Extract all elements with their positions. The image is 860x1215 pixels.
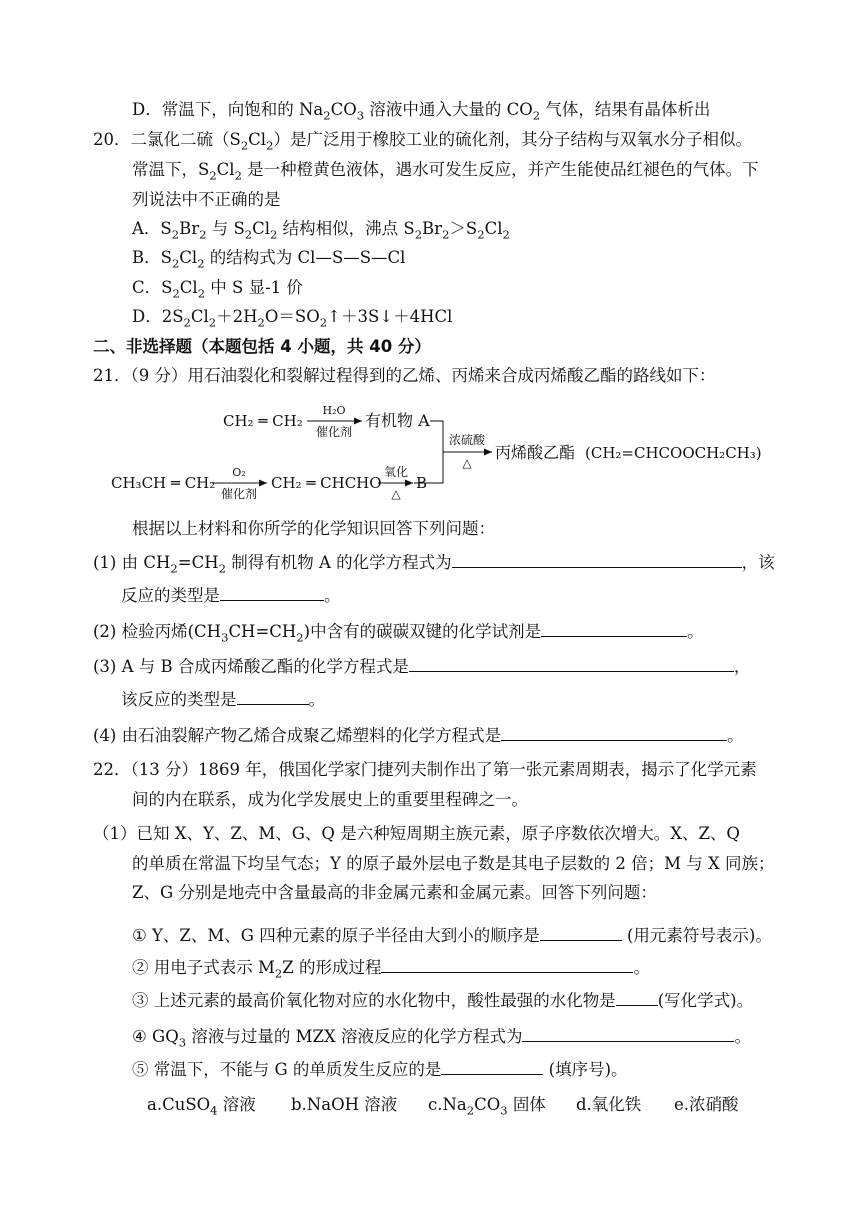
- answer-blank[interactable]: [541, 620, 687, 637]
- q20-option-b: B．$S_2Cl_2$ 的结构式为 Cl—S—S—Cl: [132, 248, 406, 271]
- catalyst-label-1: 催化剂: [315, 425, 353, 439]
- q20-stem-line2: 常温下，$S_2Cl_2$ 是一种橙黄色液体，遇水可发生反应，并产生能使品红褪色的气体。下: [132, 160, 759, 183]
- q21-part4: (4) 由石油裂解产物乙烯合成聚乙烯塑料的化学方程式是 。: [93, 726, 744, 745]
- answer-blank[interactable]: [441, 1058, 543, 1075]
- ethylene-formula: CH₂ ═ CH₂: [223, 412, 303, 430]
- q22-options: [147, 1094, 739, 1116]
- synthesis-route-diagram: [100, 396, 780, 506]
- q21-part1-line1: (1) 由 $CH_2=CH_2$ 制得有机物 A 的化学方程式为 ，该: [93, 553, 775, 576]
- q22-sub1: ① Y、Z、M、G 四种元素的原子半径由大到小的顺序是 (用元素符号表示)。: [132, 926, 772, 945]
- q21-part3-line1: (3) A 与 B 合成丙烯酸乙酯的化学方程式是 ，: [93, 657, 751, 676]
- option-d: d.氧化铁: [576, 1095, 642, 1114]
- q22-part1-line2: 的单质在常温下均呈气态；Y 的原子最外层电子数是其电子层数的 2 倍；M 与 X 同族；: [132, 854, 775, 873]
- reagent-o2: O₂: [232, 466, 246, 479]
- q22-part1-line1: （1）已知 X、Y、Z、M、G、Q 是六种短周期主族元素，原子序数依次增大。X、Z、Q: [93, 824, 740, 843]
- q20-option-a: A．$S_2Br_2$ 与 $S_2Cl_2$ 结构相似，沸点 $S_2Br_2>S_2Cl_2$: [132, 219, 510, 242]
- q21-intro: 根据以上材料和你所学的化学知识回答下列问题：: [132, 519, 495, 538]
- option-b: b.NaOH 溶液: [291, 1095, 398, 1114]
- q20-stem-line1: 20．二氯化二硫$(S_2Cl_2)$是广泛用于橡胶工业的硫化剂，其分子结构与双氧水分子相似。: [93, 130, 752, 153]
- product-a: 有机物 A: [365, 411, 430, 430]
- answer-blank[interactable]: [381, 956, 633, 973]
- q22-stem-line1: 22．（13 分）1869 年，俄国化学家门捷列夫制作出了第一张元素周期表，揭示了化学元素: [93, 760, 757, 779]
- answer-blank[interactable]: [452, 551, 742, 568]
- q19-option-d: D．常温下，向饱和的 $Na_2CO_3$ 溶液中通入大量的 $CO_2$ 气体，结果有晶体析出: [132, 100, 711, 123]
- q21-part3-line2: 该反应的类型是 。: [121, 690, 325, 709]
- heat-symbol-2: △: [391, 487, 401, 501]
- catalyst-label-2: 催化剂: [220, 487, 258, 501]
- reagent-oxidation: 氧化: [383, 465, 409, 479]
- reagent-conc-h2so4: 浓硫酸: [448, 433, 486, 447]
- option-e: e.浓硝酸: [674, 1095, 739, 1114]
- q22-stem-line2: 间的内在联系，成为化学发展史上的重要里程碑之一。: [132, 790, 528, 809]
- section-heading: 二、非选择题（本题包括 4 小题，共 40 分）: [93, 337, 431, 356]
- q21-part1-line2: 反应的类型是 。: [121, 586, 341, 605]
- ester-formula: (CH₂=CHCOOCH₂CH₃): [585, 444, 762, 462]
- q21-stem: 21．（9 分）用石油裂化和裂解过程得到的乙烯、丙烯来合成丙烯酸乙酯的路线如下：: [93, 366, 716, 385]
- acrolein-formula: CH₂ ═ CHCHO: [271, 474, 382, 492]
- q22-sub3: ③ 上述元素的最高价氧化物对应的水化物中，酸性最强的水化物是 (写化学式)。: [132, 991, 754, 1010]
- answer-blank[interactable]: [540, 924, 622, 941]
- q21-part2: (2) 检验丙烯$(CH_3CH=CH_2)$中含有的碳碳双键的化学试剂是 。: [93, 622, 704, 645]
- heat-symbol-1: △: [462, 456, 472, 470]
- propylene-formula: CH₃CH ═ CH₂: [111, 474, 216, 492]
- q22-part1-line3: Z、G 分别是地壳中含量最高的非金属元素和金属元素。回答下列问题：: [132, 883, 657, 902]
- q20-stem-line3: 列说法中不正确的是: [132, 190, 281, 209]
- answer-blank[interactable]: [501, 724, 727, 741]
- answer-blank[interactable]: [220, 584, 324, 601]
- q22-sub5: ⑤ 常温下，不能与 G 的单质发生反应的是 (填序号)。: [132, 1060, 628, 1079]
- q20-option-c: C．$S_2Cl_2$ 中 S 显-1 价: [132, 278, 303, 301]
- reagent-h2o: H₂O: [322, 404, 346, 417]
- q22-sub2: ② 用电子式表示 $M_2Z$ 的形成过程 。: [132, 958, 650, 981]
- option-a: a.CuSO$_4$ 溶液: [147, 1095, 256, 1118]
- answer-blank[interactable]: [616, 989, 658, 1006]
- q20-option-d: D．$2S_2Cl_2+2H_2O=SO_2↑+3S↓+4HCl$: [132, 307, 453, 330]
- answer-blank[interactable]: [522, 1025, 734, 1042]
- q22-sub4: ④ $GQ_3$ 溶液与过量的 MZX 溶液反应的化学方程式为 。: [132, 1027, 751, 1050]
- product-ester: 丙烯酸乙酯: [495, 443, 576, 462]
- product-b: B: [416, 474, 428, 492]
- option-c: $c.Na_2CO_3$ 固体: [428, 1095, 546, 1118]
- answer-blank[interactable]: [237, 688, 309, 705]
- answer-blank[interactable]: [409, 655, 734, 672]
